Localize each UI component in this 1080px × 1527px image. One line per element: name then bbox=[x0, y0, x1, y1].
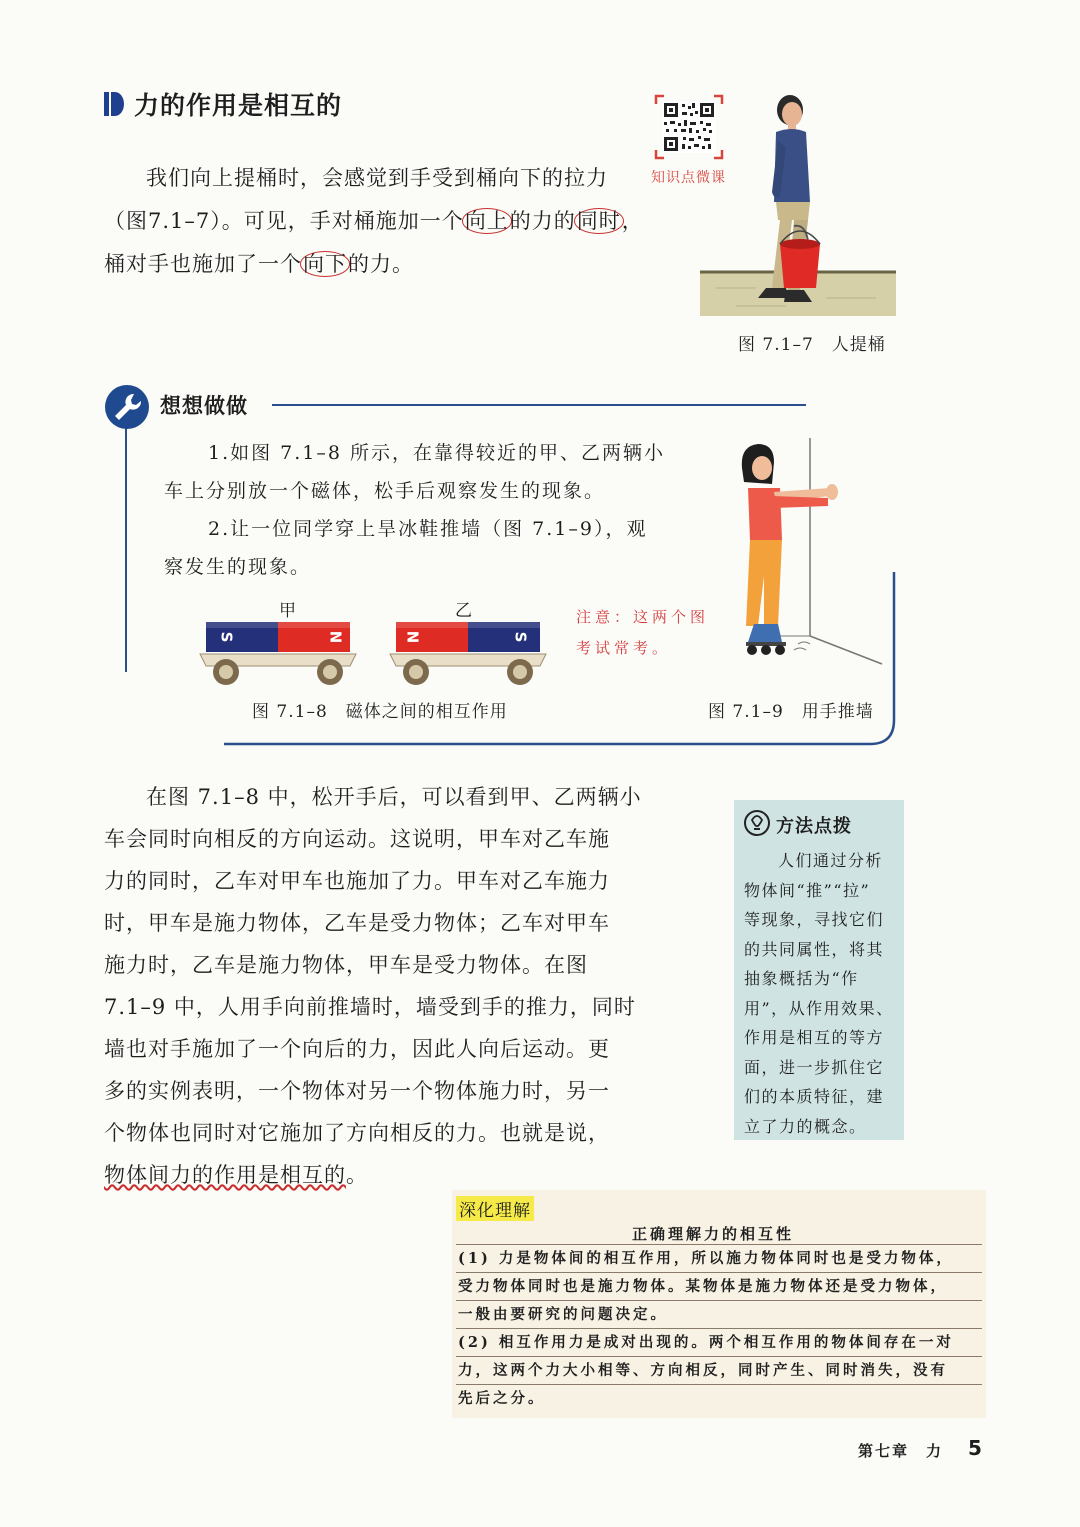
deep-understanding-label: 深化理解 bbox=[456, 1196, 534, 1221]
activity-item-1-a: 1.如图 7.1–8 所示，在靠得较近的甲、乙两辆小 bbox=[208, 442, 666, 464]
section-title: 力的作用是相互的 bbox=[134, 91, 343, 120]
intro-text: 桶对手也施加了一个 bbox=[104, 252, 302, 276]
intro-text: 的力。 bbox=[348, 252, 414, 276]
handwritten-note-line-2: 考试常考。 bbox=[576, 639, 672, 657]
car-b-label: 乙 bbox=[455, 601, 472, 621]
main-line-8: 多的实例表明，一个物体对另一个物体施力时，另一 bbox=[104, 1079, 610, 1103]
figure-7-1-7-caption: 图 7.1–7 人提桶 bbox=[738, 335, 886, 355]
girl-pushing-wall-illustration bbox=[734, 436, 884, 666]
chapter-footer: 第七章 力 bbox=[858, 1442, 944, 1460]
handwritten-note-line-1: 注意：这两个图 bbox=[576, 608, 710, 626]
deep-line-3: 一般由要研究的问题决定。 bbox=[458, 1306, 668, 1323]
car-a-pole-n: N bbox=[326, 630, 345, 644]
main-line-5: 施力时，乙车是施力物体，甲车是受力物体。在图 bbox=[104, 953, 588, 977]
method-tip-body bbox=[744, 846, 896, 1141]
intro-text: 的力的 bbox=[509, 209, 576, 233]
tip-line: 们的本质特征，建 bbox=[744, 1087, 885, 1106]
figure-7-1-9-caption: 图 7.1–9 用手推墙 bbox=[708, 702, 874, 722]
car-a-label: 甲 bbox=[279, 601, 296, 621]
main-line-9: 个物体也同时对它施加了方向相反的力。也就是说， bbox=[104, 1121, 610, 1145]
tip-line: 用”，从作用效果、 bbox=[744, 998, 894, 1018]
deep-line-2: 受力物体同时也是施力物体。某物体是施力物体还是受力物体， bbox=[458, 1278, 948, 1295]
intro-text: 我们向上提桶时，会感觉到手受到桶向下的拉力 bbox=[146, 166, 608, 190]
tip-line: 作用是相互的等方 bbox=[744, 1028, 885, 1047]
main-line-4: 时，甲车是施力物体，乙车是受力物体；乙车对甲车 bbox=[104, 911, 610, 935]
wrench-icon bbox=[104, 384, 150, 430]
car-b-pole-n: N bbox=[403, 630, 422, 644]
activity-divider bbox=[272, 404, 806, 406]
deep-line-6: 先后之分。 bbox=[458, 1390, 546, 1407]
page-number: 5 bbox=[968, 1436, 982, 1460]
intro-line-3 bbox=[104, 242, 644, 286]
intro-line-1 bbox=[146, 156, 646, 200]
conclusion-end: 。 bbox=[346, 1163, 368, 1187]
deep-line-5: 力，这两个力大小相等、方向相反，同时产生、同时消失，没有 bbox=[458, 1362, 948, 1379]
circled-word: 同时 bbox=[574, 208, 624, 234]
main-line-2: 车会同时向相反的方向运动。这说明，甲车对乙车施 bbox=[104, 827, 610, 851]
conclusion-highlight: 物体间力的作用是相互的 bbox=[104, 1163, 346, 1187]
figure-7-1-8-caption: 图 7.1–8 磁体之间的相互作用 bbox=[252, 702, 508, 722]
intro-line-2 bbox=[104, 199, 644, 243]
person-carrying-bucket-illustration bbox=[696, 92, 896, 320]
section-heading bbox=[104, 86, 342, 122]
main-line-3: 力的同时，乙车对甲车也施加了力。甲车对乙车施力 bbox=[104, 869, 610, 893]
deep-understanding-subtitle: 正确理解力的相互性 bbox=[632, 1225, 795, 1243]
tip-line: 人们通过分析 bbox=[778, 851, 884, 870]
activity-title: 想想做做 bbox=[160, 393, 248, 418]
deep-line-1: (1) 力是物体间的相互作用，所以施力物体同时也是受力物体， bbox=[458, 1250, 954, 1267]
tip-line: 的共同属性，将其 bbox=[744, 939, 885, 959]
tip-line: 抽象概括为“作 bbox=[744, 969, 859, 988]
main-line-6: 7.1–9 中，人用手向前推墙时，墙受到手的推力，同时 bbox=[104, 995, 636, 1019]
activity-item-1-b: 车上分别放一个磁体，松手后观察发生的现象。 bbox=[164, 480, 606, 502]
activity-item-2-a: 2.让一位同学穿上旱冰鞋推墙（图 7.1–9），观 bbox=[208, 518, 648, 540]
section-marker-icon bbox=[104, 92, 124, 116]
car-a-pole-s: S bbox=[217, 631, 236, 643]
qr-label: 知识点微课 bbox=[651, 170, 726, 186]
deep-line-4: (2) 相互作用力是成对出现的。两个相互作用的物体间存在一对 bbox=[458, 1334, 954, 1351]
method-tip-title: 方法点拨 bbox=[776, 816, 852, 837]
circled-word: 向上 bbox=[462, 208, 512, 234]
main-line-7: 墙也对手施加了一个向后的力，因此人向后运动。更 bbox=[104, 1037, 610, 1061]
intro-text: ， bbox=[621, 209, 644, 233]
main-line-1: 在图 7.1–8 中，松开手后，可以看到甲、乙两辆小 bbox=[146, 785, 642, 809]
circled-word: 向下 bbox=[300, 251, 350, 277]
tip-line: 面，进一步抓住它 bbox=[744, 1057, 885, 1077]
tip-line: 立了力的概念。 bbox=[744, 1116, 867, 1136]
tip-line: 等现象，寻找它们 bbox=[744, 910, 885, 929]
activity-item-2-b: 察发生的现象。 bbox=[164, 556, 312, 578]
lightbulb-icon bbox=[744, 810, 770, 836]
tip-line: 物体间“推”“拉” bbox=[744, 880, 871, 900]
intro-text: （图7.1–7）。可见，手对桶施加一个 bbox=[104, 209, 464, 233]
car-b-pole-s: S bbox=[511, 631, 530, 643]
